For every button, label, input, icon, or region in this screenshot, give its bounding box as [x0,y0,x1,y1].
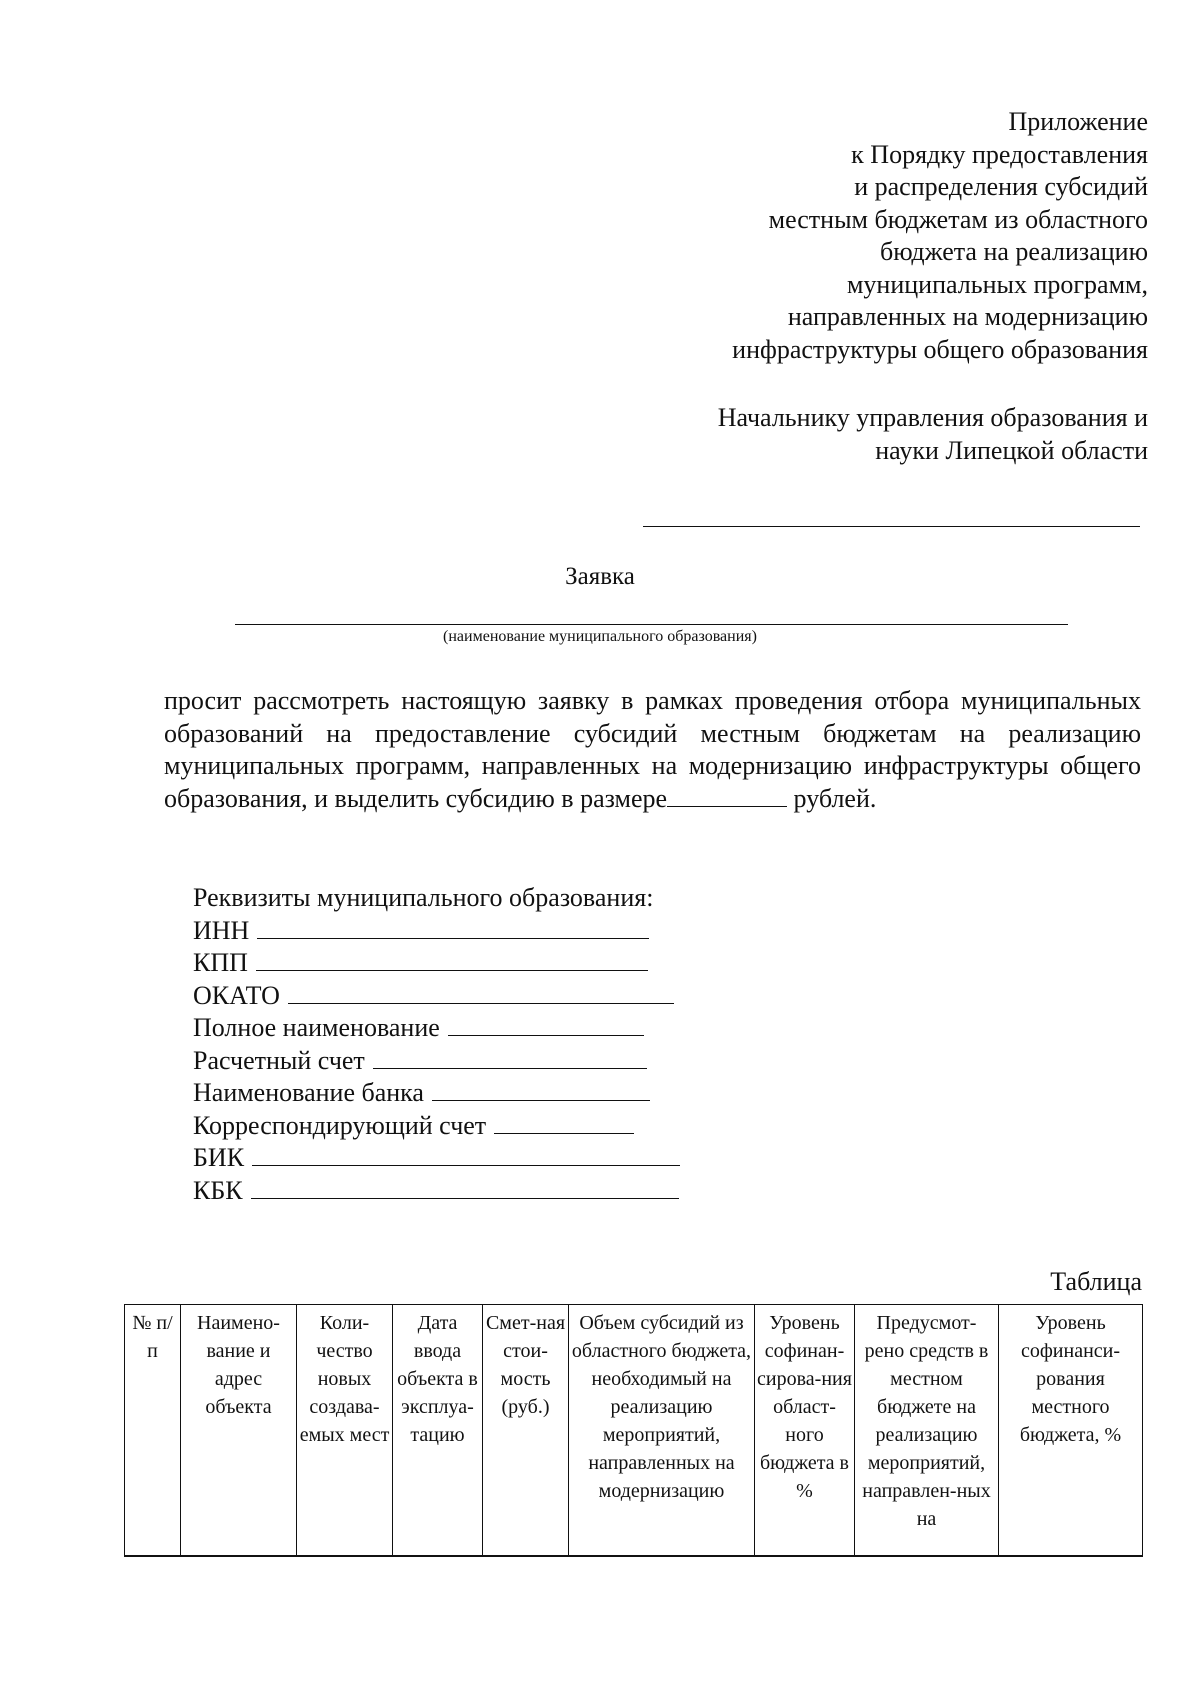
table-header-row [125,1305,1143,1557]
appendix-block [732,106,1148,366]
requisite-label: Наименование банка [193,1078,424,1107]
column-header: Дата ввода объекта в эксплуа-тацию [393,1305,483,1557]
requisite-row [193,1110,680,1143]
addressee-name-line [643,526,1140,527]
appendix-line: муниципальных программ, [846,269,1148,299]
column-header: № п/п [125,1305,181,1557]
municipality-caption: (наименование муниципального образования) [443,628,757,645]
requisite-blank [432,1078,650,1101]
request-tail: рублей. [793,783,877,813]
requisite-label: ИНН [193,915,250,945]
requisite-row [193,1045,680,1078]
requisite-row [193,980,680,1013]
addressee-line: науки Липецкой области [875,435,1148,465]
requisite-row [193,915,680,948]
municipality-name-line [235,624,1068,625]
column-header: Уровень софинанси-рования местного бюджета, % [999,1305,1143,1557]
addressee-line: Начальнику управления образования и [717,403,1148,432]
column-header: Коли-чество новых создава-емых мест [297,1305,393,1557]
appendix-line: направленных на модернизацию [787,302,1148,331]
column-header: Предусмот-рено средств в местном бюджете на реализацию мероприятий, направлен-ных на [855,1305,999,1557]
request-paragraph [164,685,1141,815]
page-title: Заявка [565,563,635,590]
subsidy-amount-blank [667,786,787,807]
table-label: Таблица [1050,1267,1142,1296]
requisite-row [193,1175,680,1208]
appendix-line: Приложение [1008,107,1148,136]
requisite-blank [257,916,649,939]
requisite-blank [252,1143,680,1166]
requisite-blank [251,1176,679,1199]
requisite-label: КПП [193,948,248,977]
requisites-heading: Реквизиты муниципального образования: [193,883,654,912]
requisite-row [193,947,680,980]
appendix-line: и распределения субсидий [854,172,1148,201]
requisite-blank [288,981,674,1004]
requisite-label: Полное наименование [193,1013,440,1042]
requisite-blank [373,1046,647,1069]
requisite-label: ОКАТО [193,980,280,1010]
requisite-label: Корреспондирующий счет [193,1110,487,1140]
appendix-line: бюджета на реализацию [880,237,1148,266]
requisite-blank [256,948,648,971]
requisite-row [193,1077,680,1110]
appendix-line: инфраструктуры общего образования [732,334,1148,364]
column-header: Уровень софинан-сирова-ния област-ного бюджета в % [755,1305,855,1557]
requisite-row [193,1142,680,1175]
column-header: Смет-ная стои-мость (руб.) [483,1305,569,1557]
requisite-blank [494,1111,634,1134]
column-header: Наимено-вание и адрес объекта [181,1305,297,1557]
addressee-block [718,402,1148,467]
requisite-blank [448,1013,644,1036]
column-header: Объем субсидий из областного бюджета, необходимый на реализацию мероприятий, направленных на модернизацию [569,1305,755,1557]
requisite-label: БИК [193,1143,245,1172]
appendix-line: к Порядку предоставления [851,139,1148,169]
appendix-line: местным бюджетам из областного [768,204,1148,234]
requisite-label: Расчетный счет [193,1045,365,1075]
request-text: просит рассмотреть настоящую заявку в рамках проведения отбора муниципальных образований на предоставление субсидий местным бюджетам на реализацию муниципальных программ, направленных на модернизацию инфраструктуры общего образования, и выделить субсидию в размере [164,686,1141,813]
subsidy-table [124,1304,1143,1557]
requisite-row [193,1012,680,1045]
requisite-label: КБК [193,1175,243,1205]
requisites-block [193,882,680,1207]
